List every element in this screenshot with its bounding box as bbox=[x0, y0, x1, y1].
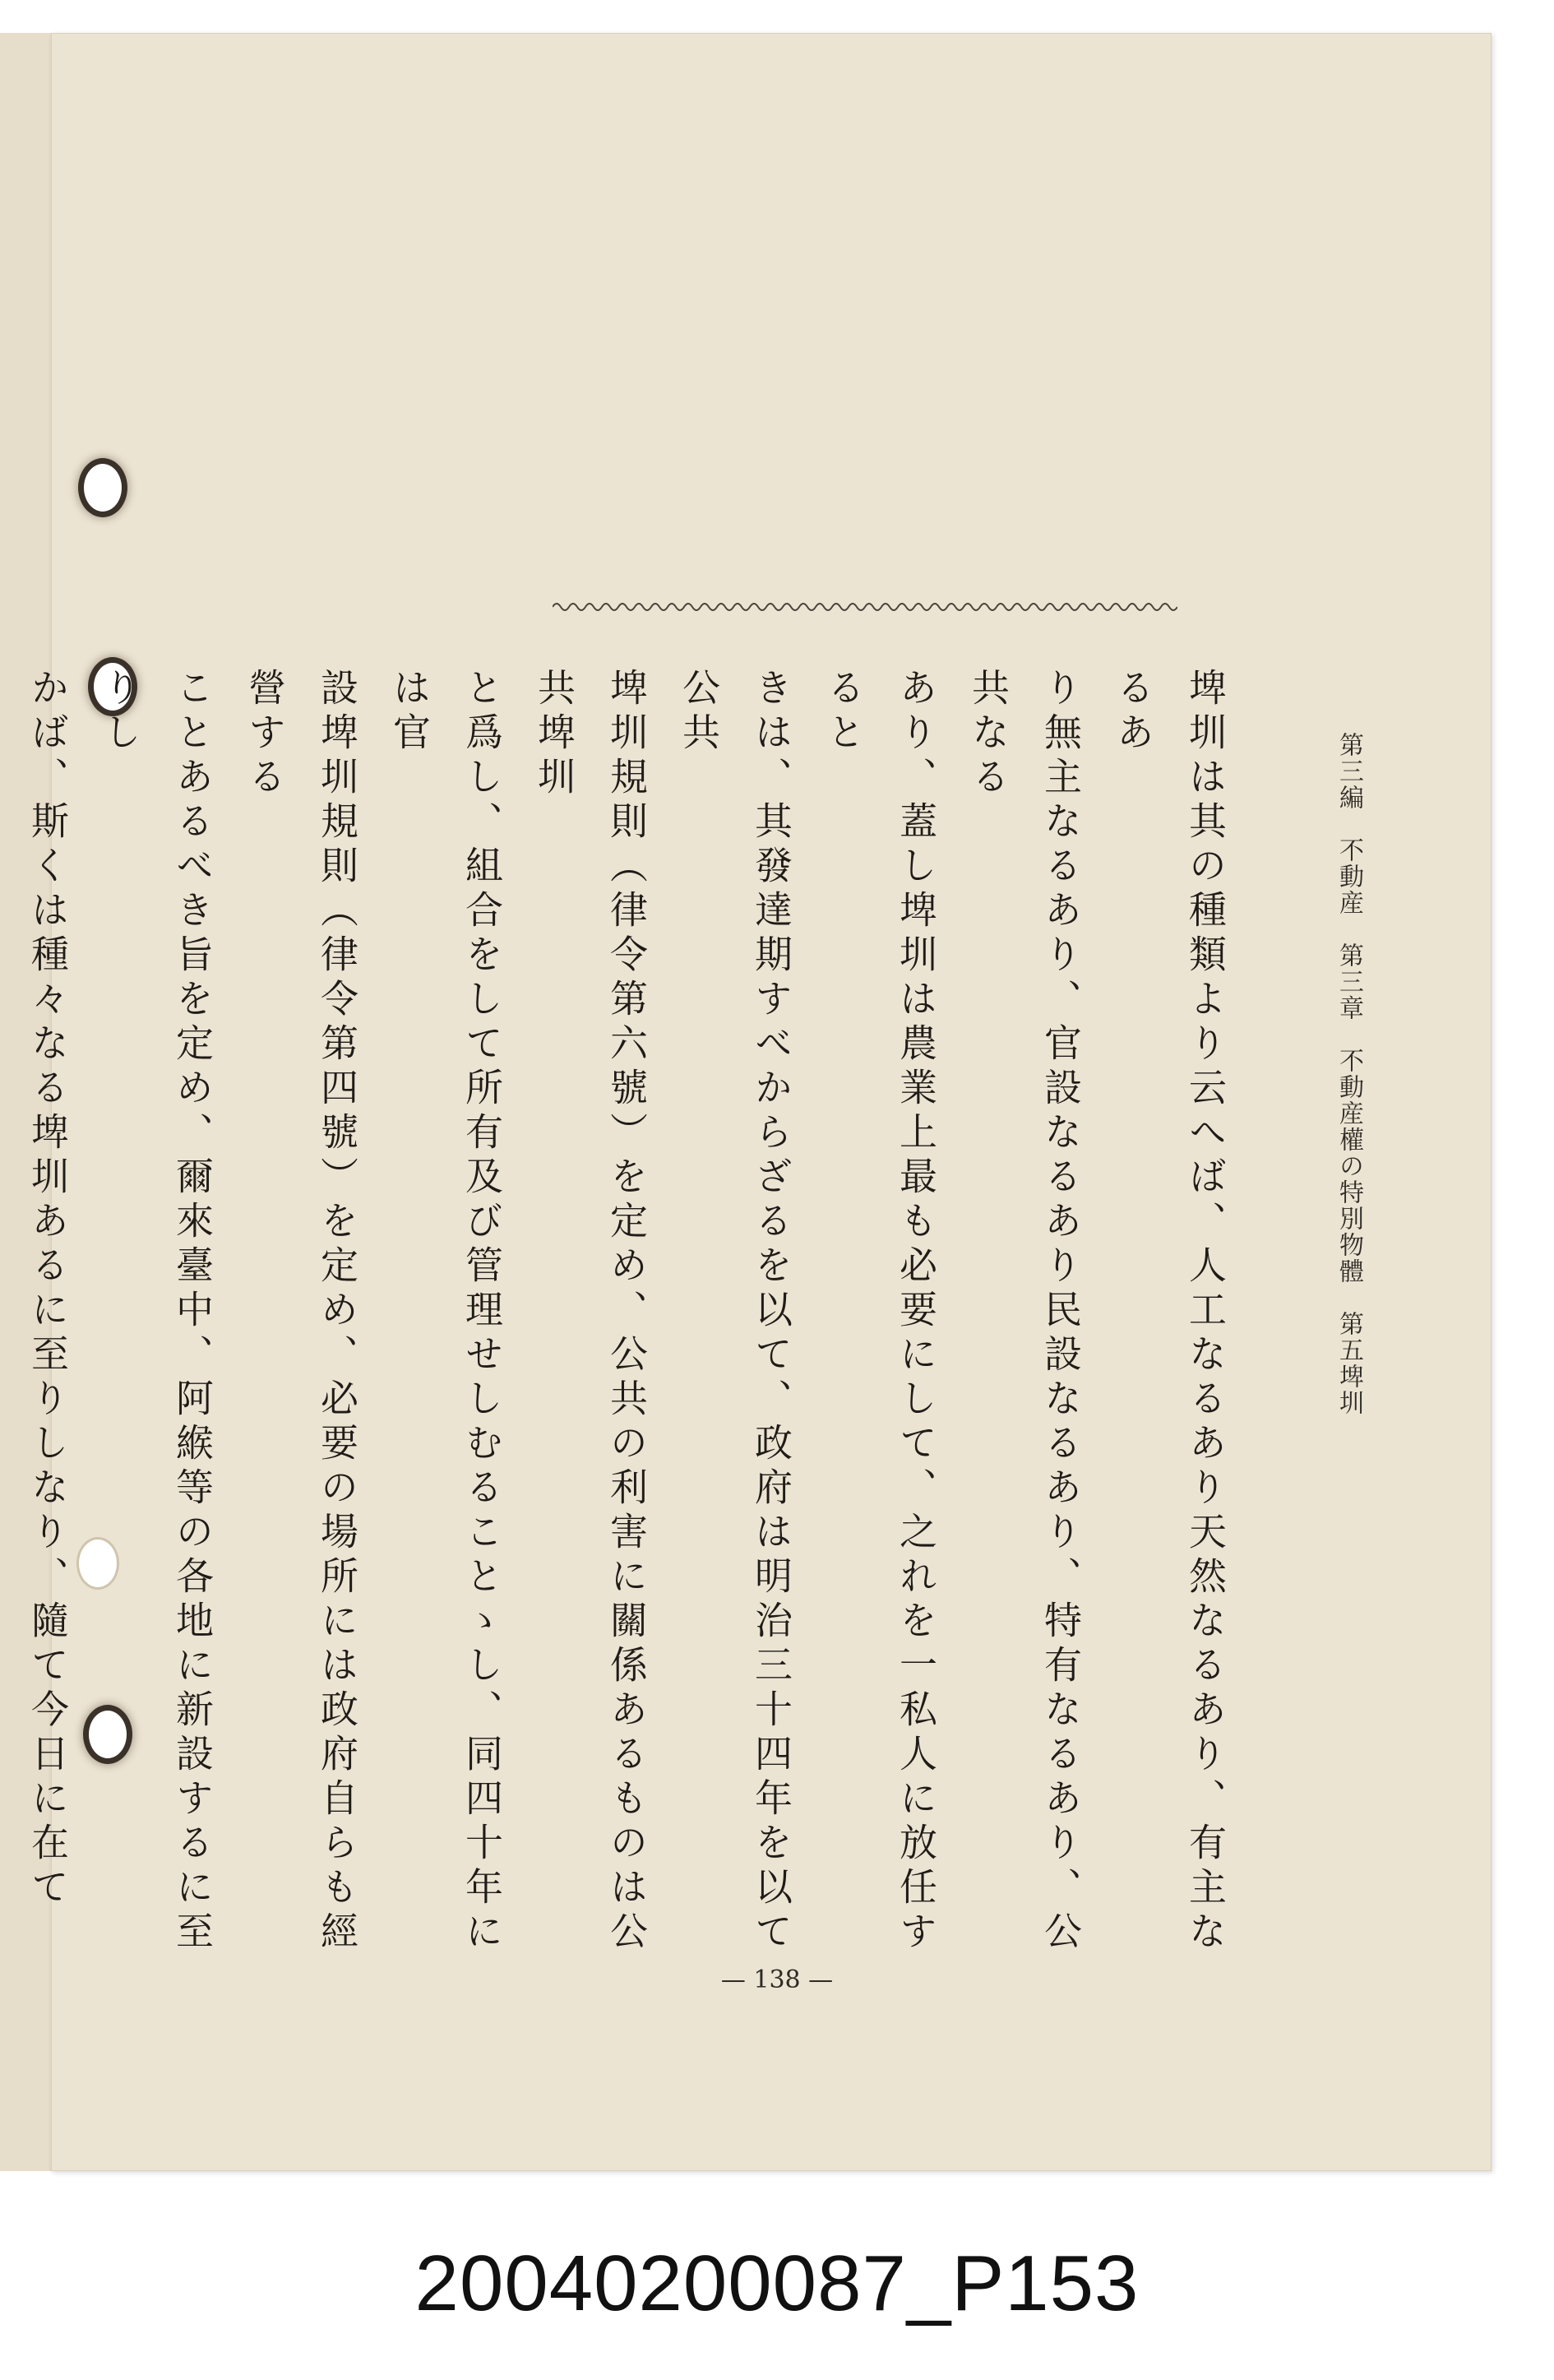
image-caption: 20040200087_P153 bbox=[414, 2239, 1140, 2327]
page-number: — 138 — bbox=[720, 1966, 834, 1994]
text-column: 埤圳は其の種類より云へば、人工なるあり天然なるあり、有主なるあ bbox=[1111, 668, 1228, 1956]
text-column: 設埤圳規則（律令第四號）を定め、必要の場所には政府自らも經營する bbox=[243, 668, 359, 1956]
text-column: 埤圳規則（律令第六號）を定め、公共の利害に關係あるものは公共埤圳 bbox=[532, 668, 649, 1956]
text-column: ことあるべき旨を定め、爾來臺中、阿緱等の各地に新設するに至りし bbox=[98, 668, 215, 1956]
text-column: かば、斯くは種々なる埤圳あるに至りしなり、隨て今日に在て bbox=[25, 668, 70, 1911]
body-text bbox=[0, 668, 1242, 1959]
running-head: 第三編 不動産 第三章 不動産權の特別物體 第五埤圳 bbox=[1334, 732, 1363, 1416]
text-column: と爲し、組合をして所有及び管理せしむることゝし、同四十年には官 bbox=[387, 668, 504, 1956]
text-column: り無主なるあり、官設なるあり民設なるあり、特有なるあり、公共なる bbox=[966, 668, 1083, 1956]
text-column: きは、其發達期すべからざるを以て、政府は明治三十四年を以て公共 bbox=[677, 668, 793, 1956]
binding-hole bbox=[84, 464, 122, 512]
wavy-rule-ornament bbox=[553, 599, 1177, 615]
text-column: あり、蓋し埤圳は農業上最も必要にして、之れを一私人に放任すると bbox=[821, 668, 938, 1956]
